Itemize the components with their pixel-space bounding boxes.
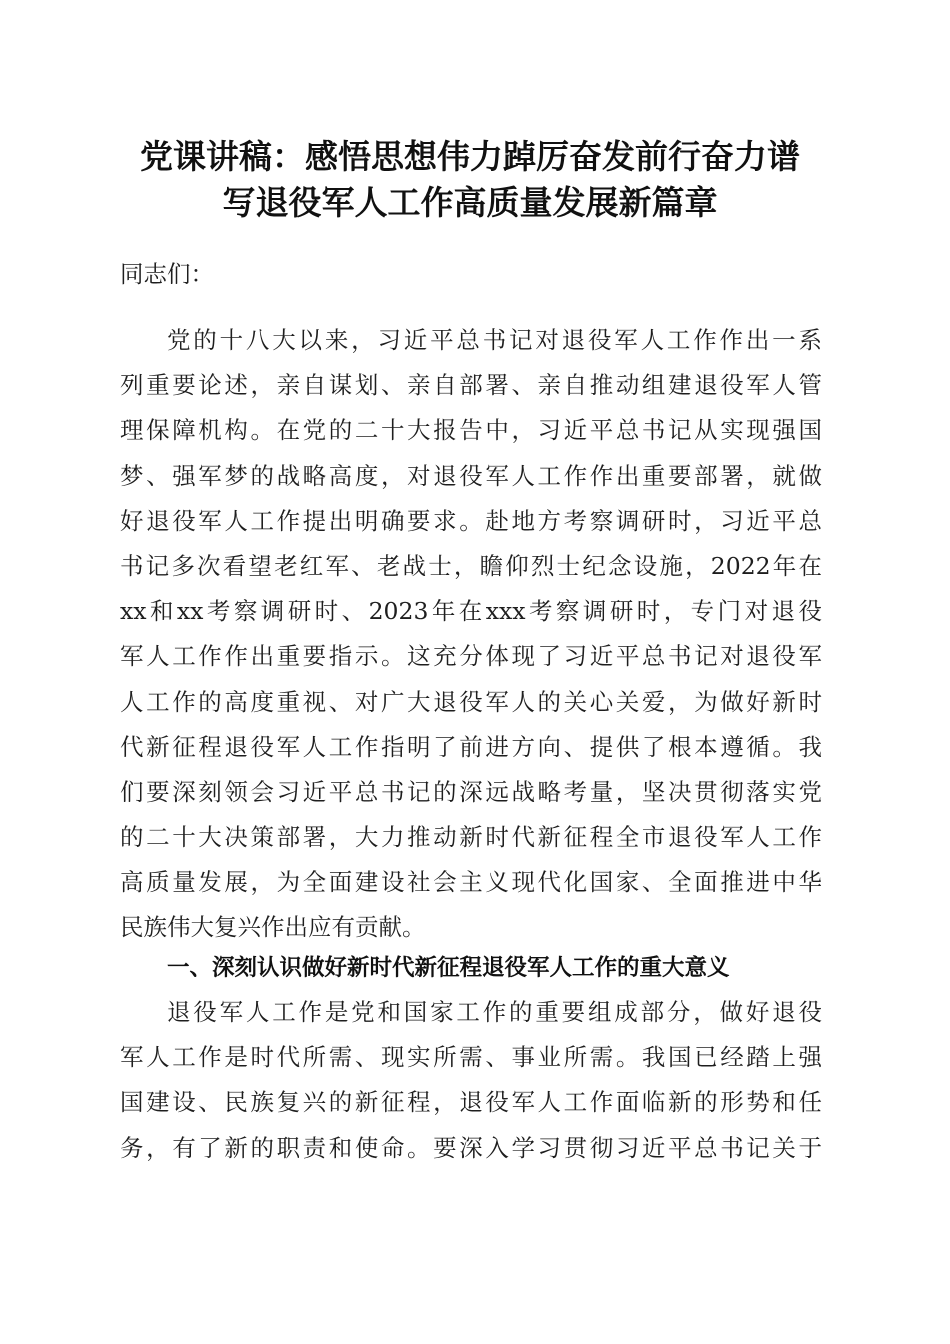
paragraph-1 <box>120 318 822 951</box>
title-line-2: 写退役军人工作高质量发展新篇章 <box>222 183 718 222</box>
title-line-1: 党课讲稿：感悟思想伟力踔厉奋发前行奋力谱 <box>140 137 800 176</box>
paragraph-line: 退役军人工作是党和国家工作的重要组成部分，做好退役 <box>167 998 822 1026</box>
paragraph-line: 们要深刻领会习近平总书记的深远战略考量，坚决贯彻落实党 <box>120 777 822 806</box>
paragraph-line: 务，有了新的职责和使命。要深入学习贯彻习近平总书记关于 <box>120 1133 822 1162</box>
paragraph-line: xx和xx考察调研时、2023年在xxx考察调研时，专门对退役 <box>120 597 822 626</box>
paragraph-line: 理保障机构。在党的二十大报告中，习近平总书记从实现强国 <box>120 416 822 445</box>
paragraph-line: 军人工作作出重要指示。这充分体现了习近平总书记对退役军 <box>120 642 822 671</box>
paragraph-line: 梦、强军梦的战略高度，对退役军人工作作出重要部署，就做 <box>120 461 822 490</box>
paragraph-line: 书记多次看望老红军、老战士，瞻仰烈士纪念设施，2022年在 <box>120 551 822 580</box>
paragraph-line: 人工作的高度重视、对广大退役军人的关心关爱，为做好新时 <box>120 687 822 716</box>
paragraph-line: 高质量发展，为全面建设社会主义现代化国家、全面推进中华 <box>120 868 822 897</box>
section-heading-1: 一、深刻认识做好新时代新征程退役军人工作的重大意义 <box>167 955 730 981</box>
paragraph-line: 民族伟大复兴作出应有贡献。 <box>120 913 426 942</box>
paragraph-2 <box>120 990 822 1171</box>
paragraph-line: 军人工作是时代所需、现实所需、事业所需。我国已经踏上强 <box>120 1043 822 1072</box>
paragraph-line: 党的十八大以来，习近平总书记对退役军人工作作出一系 <box>167 326 822 354</box>
paragraph-line: 代新征程退役军人工作指明了前进方向、提供了根本遵循。我 <box>120 732 822 761</box>
paragraph-line: 国建设、民族复兴的新征程，退役军人工作面临新的形势和任 <box>120 1088 822 1117</box>
paragraph-line: 好退役军人工作提出明确要求。赴地方考察调研时，习近平总 <box>120 506 822 535</box>
paragraph-line: 列重要论述，亲自谋划、亲自部署、亲自推动组建退役军人管 <box>120 371 822 400</box>
document-title <box>100 134 840 226</box>
paragraph-line: 的二十大决策部署，大力推动新时代新征程全市退役军人工作 <box>120 823 822 852</box>
salutation: 同志们： <box>120 260 214 288</box>
